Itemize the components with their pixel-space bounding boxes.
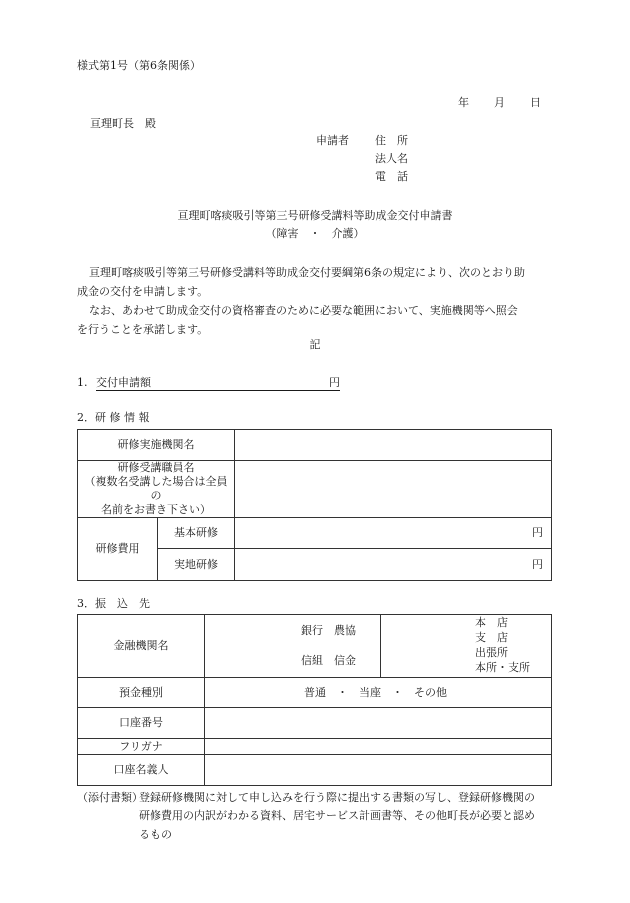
section3-heading: 3．振 込 先 xyxy=(77,597,150,610)
deposit-type-options[interactable] xyxy=(205,678,552,708)
ki-marker: 記 xyxy=(309,338,321,351)
training-org-label: 研修実施機関名 xyxy=(78,430,235,461)
trainee-label-1: 研修受講職員名 xyxy=(117,461,195,474)
body-paragraph-1 xyxy=(77,263,553,301)
deposit-type-label: 預金種別 xyxy=(78,678,205,708)
account-holder-label: 口座名義人 xyxy=(78,755,205,786)
bank-name-input[interactable] xyxy=(205,615,381,678)
trainee-label-2: （複数名受講した場合は全員の xyxy=(84,475,228,502)
body-p1-line2: 成金の交付を申請します。 xyxy=(77,285,209,298)
deposit-type-choices: 普通 ・ 当座 ・ その他 xyxy=(304,685,447,699)
attachment-line-1: 登録研修機関に対して申し込みを行う際に提出する書類の写し、登録研修機関の xyxy=(139,791,535,804)
training-org-input[interactable] xyxy=(235,430,552,461)
body-p2-line1: なお、あわせて助成金交付の資格審査のために必要な範囲において、実施機関等へ照会 xyxy=(89,304,518,317)
training-info-table xyxy=(77,429,552,581)
section2-heading: 2．研 修 情 報 xyxy=(77,411,150,424)
branch-type-2: 支 店 xyxy=(475,631,508,644)
bank-name-label: 金融機関名 xyxy=(78,615,205,678)
trainee-names-label xyxy=(78,461,235,518)
practical-training-cost-input[interactable] xyxy=(235,549,552,581)
form-number: 様式第1号（第6条関係） xyxy=(77,59,201,72)
account-number-input[interactable] xyxy=(205,708,552,739)
date-day: 日 xyxy=(530,96,541,109)
bank-types-2: 信組 信金 xyxy=(301,654,356,667)
body-paragraph-2 xyxy=(77,301,553,339)
account-number-label: 口座番号 xyxy=(78,708,205,739)
furigana-label: フリガナ xyxy=(78,739,205,755)
basic-training-cost-input[interactable] xyxy=(235,518,552,549)
practical-training-label: 実地研修 xyxy=(158,549,235,581)
body-p2-line2: を行うことを承諾します。 xyxy=(77,323,209,336)
applicant-corp-label: 法人名 xyxy=(375,152,408,165)
grant-amount-label: 交付申請額 xyxy=(96,376,151,389)
applicant-phone-label: 電 話 xyxy=(375,170,408,183)
branch-type-3: 出張所 xyxy=(475,646,508,659)
addressee: 亘理町長 殿 xyxy=(90,117,156,130)
body-p1-line1: 亘理町喀痰吸引等第三号研修受講料等助成金交付要綱第6条の規定により、次のとおり助 xyxy=(89,266,525,279)
training-cost-label: 研修費用 xyxy=(78,518,158,581)
branch-name-input[interactable] xyxy=(381,615,552,678)
document-title: 亘理町喀痰吸引等第三号研修受講料等助成金交付申請書 xyxy=(177,209,453,222)
date-month: 月 xyxy=(494,96,505,109)
attachment-line-2: 研修費用の内訳がわかる資料、居宅サービス計画書等、その他町長が必要と認め xyxy=(139,809,535,822)
grant-amount-line[interactable] xyxy=(96,376,340,391)
account-holder-input[interactable] xyxy=(205,755,552,786)
date-year: 年 xyxy=(458,96,469,109)
furigana-input[interactable] xyxy=(205,739,552,755)
attachment-line-3: るもの xyxy=(139,828,172,841)
section1-number: 1. xyxy=(77,376,88,389)
basic-training-label: 基本研修 xyxy=(158,518,235,549)
trainee-names-input[interactable] xyxy=(235,461,552,518)
applicant-label: 申請者 xyxy=(316,134,349,147)
basic-training-yen: 円 xyxy=(532,526,543,539)
bank-transfer-table xyxy=(77,614,552,786)
bank-types-1: 銀行 農協 xyxy=(301,624,356,637)
attachment-label: （添付書類） xyxy=(77,791,143,804)
branch-type-1: 本 店 xyxy=(475,616,508,629)
document-subtitle: （障害 ・ 介護） xyxy=(265,227,365,240)
branch-type-4: 本所・支所 xyxy=(475,661,530,674)
applicant-address-label: 住 所 xyxy=(375,134,408,147)
trainee-label-3: 名前をお書き下さい） xyxy=(101,503,211,516)
practical-training-yen: 円 xyxy=(532,557,543,571)
grant-amount-unit: 円 xyxy=(329,376,340,389)
